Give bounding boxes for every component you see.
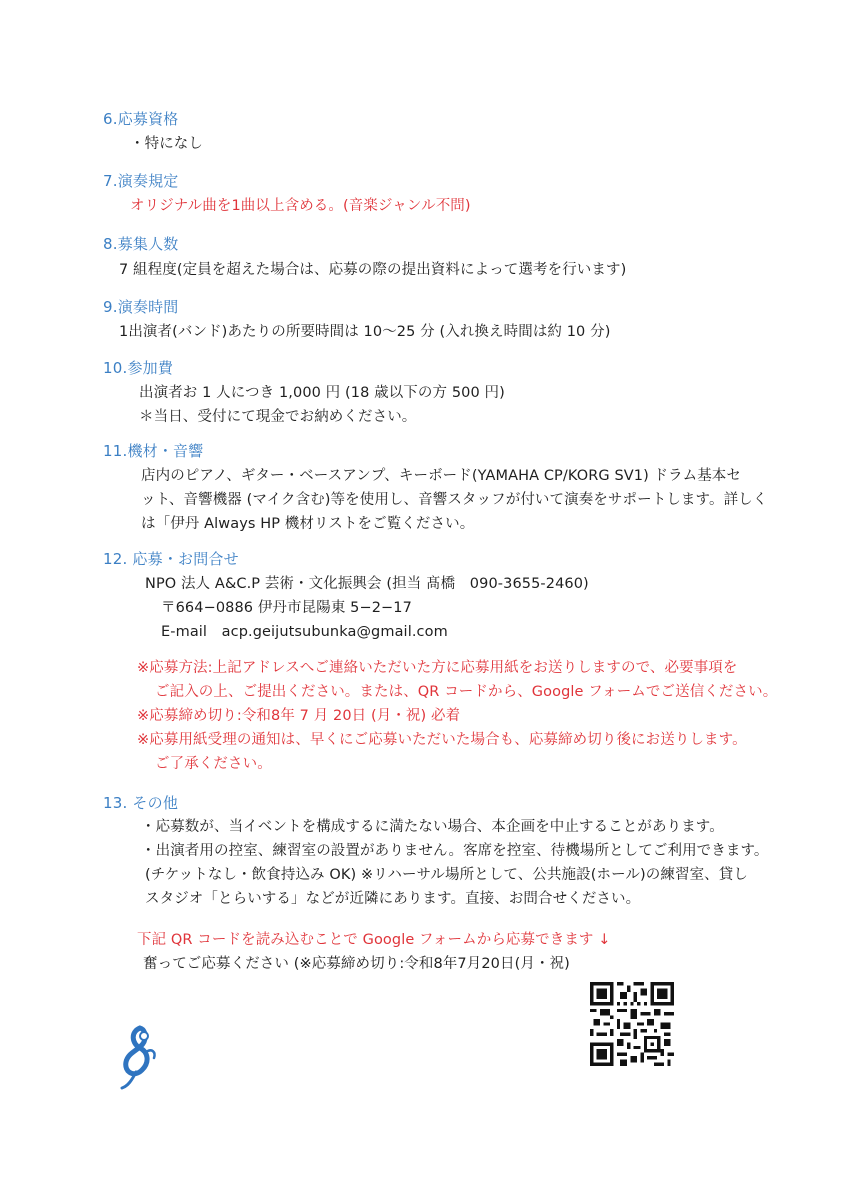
section-6-text: ・特になし	[130, 136, 203, 152]
section-11-line-3: は「伊丹 Always HP 機材リストをご覧ください。	[141, 516, 475, 532]
qr-code[interactable]	[590, 982, 674, 1066]
section-7-text: オリジナル曲を1曲以上含める。(音楽ジャンル不問)	[130, 198, 471, 214]
section-13-line-1: ・応募数が、当イベントを構成するに満たない場合、本企画を中止することがあります。	[141, 819, 724, 835]
section-10-note: ＊当日、受付にて現金でお納めください。	[139, 409, 417, 425]
section-13-line-4: スタジオ「とらいする」などが近隣にあります。直接、お問合せください。	[145, 891, 641, 907]
section-10-heading: 10.参加費	[103, 359, 174, 377]
qr-instruction: 下記 QR コードを読み込むことで Google フォームから応募できます ↓	[137, 932, 611, 948]
contact-organization: NPO 法人 A&C.P 芸術・文化振興会 (担当 髙橋 090-3655-2460)	[145, 576, 589, 592]
section-9-heading: 9.演奏時間	[103, 298, 179, 316]
section-13-line-2: ・出演者用の控室、練習室の設置がありません。客席を控室、待機場所としてご利用できます。	[141, 843, 769, 859]
section-9-text: 1出演者(バンド)あたりの所要時間は 10〜25 分 (入れ換え時間は約 10 分)	[119, 324, 611, 340]
section-6-heading: 6.応募資格	[103, 110, 179, 128]
section-11-line-1: 店内のピアノ、ギター・ベースアンプ、キーボード(YAMAHA CP/KORG SV1) ドラム基本セ	[141, 468, 742, 484]
receipt-note: ※応募用紙受理の通知は、早くにご応募いただいた場合も、応募締め切り後にお送りします。	[137, 732, 747, 748]
section-13-heading: 13. その他	[103, 794, 179, 812]
receipt-note-cont: ご了承ください。	[155, 756, 272, 772]
section-8-heading: 8.募集人数	[103, 235, 179, 253]
section-11-line-2: ット、音響機器 (マイク含む)等を使用し、音響スタッフが付いて演奏をサポートします。詳しく	[141, 492, 768, 508]
section-13-line-3: (チケットなし・飲食持込み OK) ※リハーサル場所として、公共施設(ホール)の練習室、貸し	[145, 867, 748, 883]
contact-address: 〒664−0886 伊丹市昆陽東 5−2−17	[161, 600, 412, 616]
section-11-heading: 11.機材・音響	[103, 442, 204, 460]
section-12-heading: 12. 応募・お問合せ	[103, 550, 239, 568]
organization-logo	[110, 1022, 170, 1092]
contact-email: E-mail acp.geijutsubunka@gmail.com	[161, 624, 448, 640]
section-7-heading: 7.演奏規定	[103, 172, 179, 190]
application-method-note: ※応募方法:上記アドレスへご連絡いただいた方に応募用紙をお送りしますので、必要事項を	[137, 660, 738, 676]
section-8-text: 7 組程度(定員を超えた場合は、応募の際の提出資料によって選考を行います)	[119, 262, 627, 278]
application-method-note-cont: ご記入の上、ご提出ください。または、QR コードから、Google フォームでご送信ください。	[155, 684, 778, 700]
section-10-fee: 出演者お 1 人につき 1,000 円 (18 歳以下の方 500 円)	[139, 385, 505, 401]
deadline-note: ※応募締め切り:令和8年 7 月 20日 (月・祝) 必着	[137, 708, 461, 724]
closing-message: 奮ってご応募ください (※応募締め切り:令和8年7月20日(月・祝)	[143, 956, 570, 972]
